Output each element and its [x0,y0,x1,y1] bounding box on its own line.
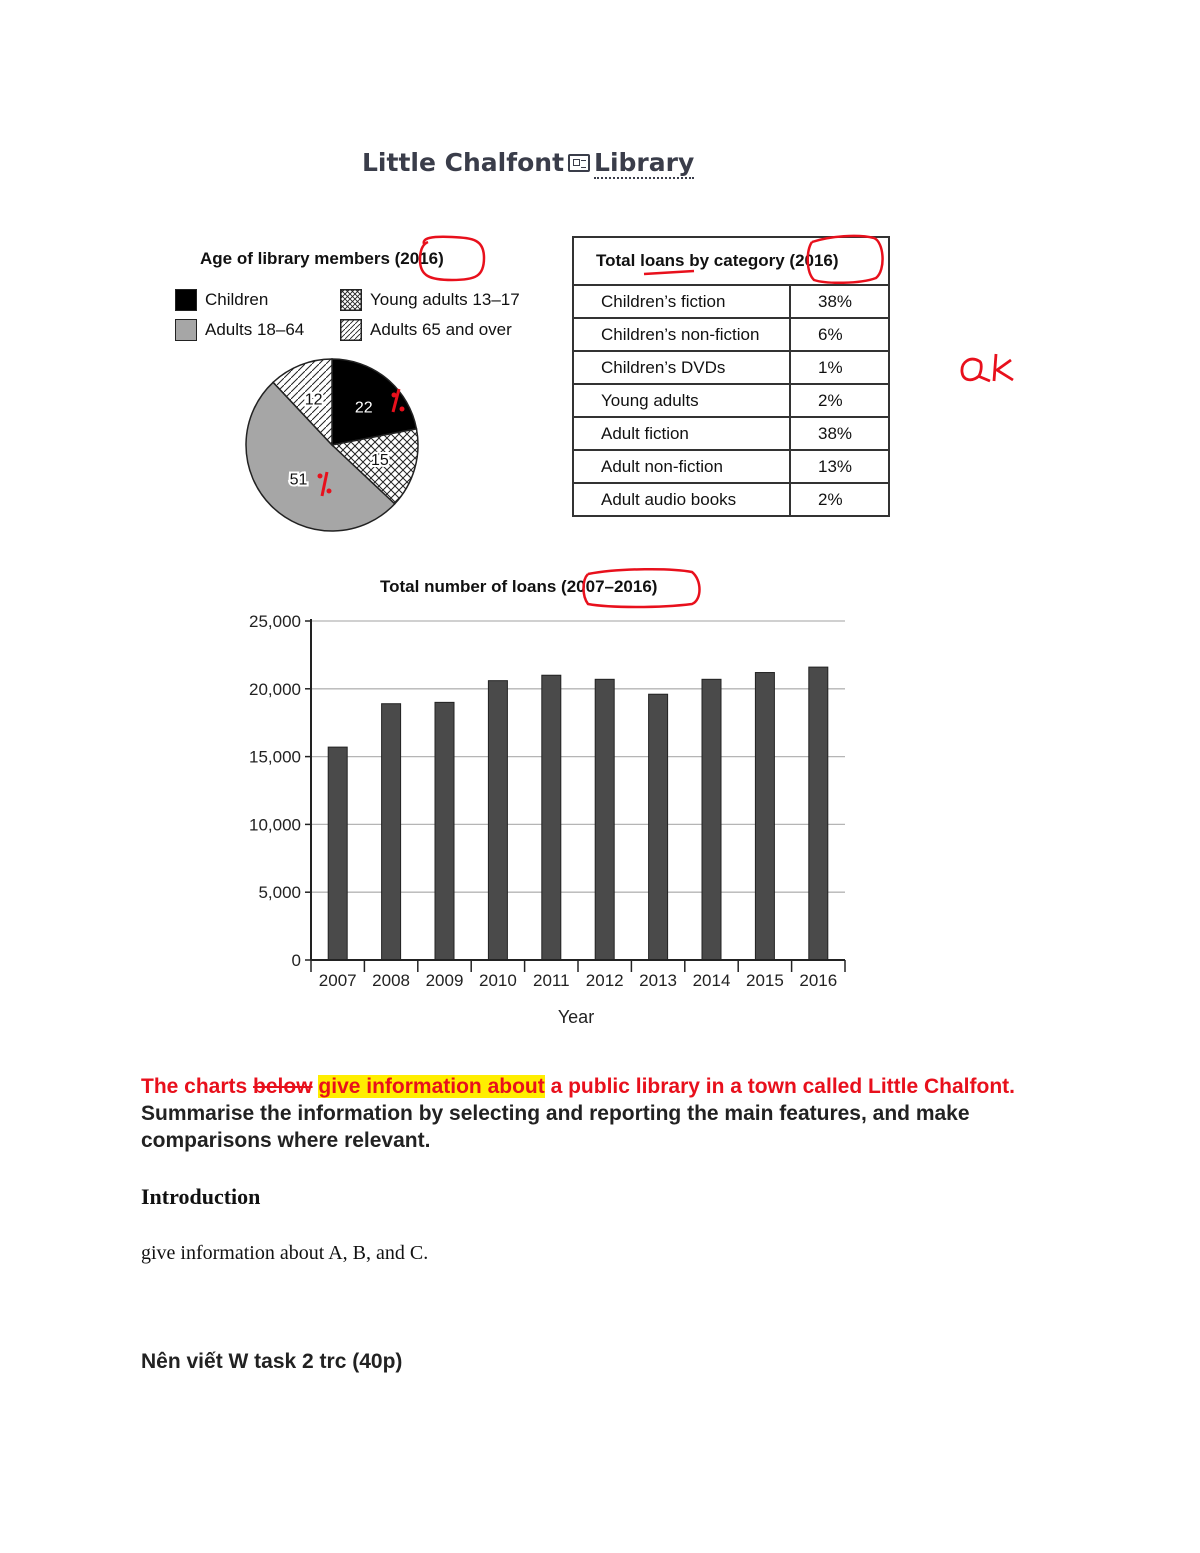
introduction-heading: Introduction [141,1184,261,1209]
bar-title-year: (2007–2016) [561,577,658,596]
bar-chart [200,605,860,1035]
x-tick-label: 2009 [425,971,464,990]
bar-2011 [542,675,561,960]
pie-slice-label: 15 [371,451,389,469]
legend-label: Young adults 13–17 [370,290,520,309]
legend-label: Adults 65 and over [370,320,512,339]
table-row [573,384,889,417]
table-cell-percent: 6% [790,318,889,351]
table-cell-percent: 2% [790,384,889,417]
pie-chart-title [200,249,444,269]
table-cell-percent: 38% [790,285,889,318]
y-tick-label: 10,000 [249,815,301,835]
bar-2007 [328,747,347,960]
x-tick-label: 2014 [692,971,731,990]
bar-2015 [755,673,774,960]
pie-title-main: Age of library members [200,249,390,268]
bar-2010 [488,681,507,960]
pie-chart [235,350,435,540]
table-row [573,318,889,351]
y-tick-label: 25,000 [249,612,301,631]
table-cell-category: Adult fiction [573,417,790,450]
loans-table [572,236,890,517]
table-cell-percent: 1% [790,351,889,384]
document-title [362,148,694,177]
x-tick-label: 2012 [585,971,624,990]
legend-item-adults [175,319,304,341]
bar-2008 [382,704,401,960]
library-card-icon [568,154,590,172]
x-tick-label: 2011 [533,971,570,990]
pie-slice-label: 51 [289,471,308,489]
table-cell-percent: 2% [790,483,889,516]
title-text: Little Chalfont [362,148,565,177]
legend-swatch-children [175,289,197,311]
table-row [573,450,889,483]
x-tick-label: 2010 [478,971,517,990]
pie-slice-label: 12 [304,391,323,409]
table-cell-category: Adult non-fiction [573,450,790,483]
task-text-red: The charts [141,1075,254,1098]
header-loans-word: loans [640,251,685,270]
table-row [573,285,889,318]
bar-2014 [702,679,721,960]
table-cell-category: Children’s non-fiction [573,318,790,351]
table-row [573,483,889,516]
table-row [573,351,889,384]
task-text-strikethrough: below [253,1075,313,1098]
annotation-ok-note [962,354,1013,381]
bar-2012 [595,679,614,960]
header-year: (2016) [789,251,839,270]
table-cell-category: Children’s fiction [573,285,790,318]
task-prompt [141,1073,1081,1154]
pie-slice-label: 22 [354,399,373,417]
legend-swatch-diagonal [340,319,362,341]
header-text: Total [596,251,636,270]
table-cell-percent: 13% [790,450,889,483]
bar-chart-title [380,577,657,597]
legend-swatch-adults [175,319,197,341]
table-header [573,237,889,285]
y-tick-label: 15,000 [249,747,301,767]
pie-title-year: (2016) [394,249,444,268]
table-row [573,417,889,450]
table-cell-percent: 38% [790,417,889,450]
bar-2009 [435,702,454,960]
y-tick-label: 20,000 [249,679,301,699]
bar-2016 [809,667,828,960]
legend-item-young-adults [340,289,520,311]
x-tick-label: 2016 [799,971,838,990]
x-tick-label: 2007 [318,971,357,990]
table-cell-category: Adult audio books [573,483,790,516]
legend-swatch-crosshatch [340,289,362,311]
table-cell-category: Children’s DVDs [573,351,790,384]
title-link-library[interactable]: Library [594,148,695,177]
task-text-highlighted: give information about [318,1075,545,1098]
task-text-instructions: Summarise the information by selecting and reporting the main features, and make comparisons where relevant. [141,1102,970,1152]
introduction-body: give information about A, B, and C. [141,1242,429,1264]
x-tick-label: 2008 [372,971,411,990]
legend-item-children [175,289,268,311]
x-axis-label: Year [557,1007,595,1027]
header-text: by category [689,251,785,270]
y-tick-label: 0 [291,951,301,970]
table-cell-category: Young adults [573,384,790,417]
y-tick-label: 5,000 [258,883,301,903]
legend-item-adults-65 [340,319,512,341]
legend-label: Adults 18–64 [205,320,305,339]
bar-title-main: Total number of loans [380,577,557,596]
bar-2013 [649,694,668,960]
legend-label: Children [205,290,269,309]
study-note: Nên viết W task 2 trc (40p) [141,1350,403,1373]
task-text-red: a public library in a town called Little Chalfont. [544,1075,1015,1098]
x-tick-label: 2013 [639,971,678,990]
x-tick-label: 2015 [745,971,784,990]
